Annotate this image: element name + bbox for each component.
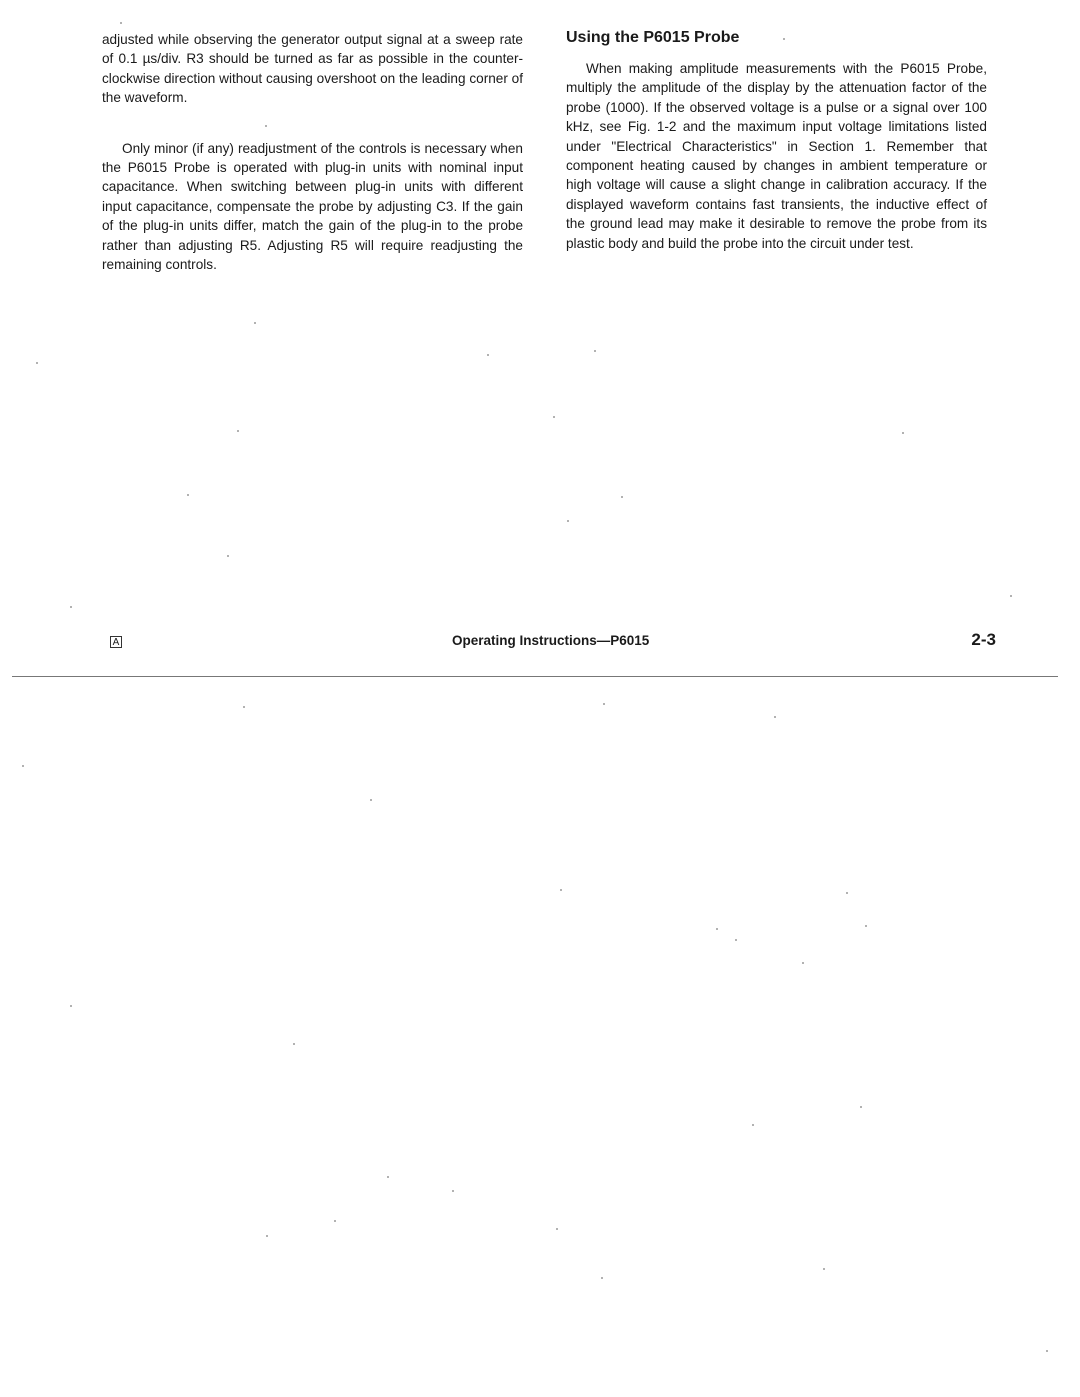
scan-speck bbox=[36, 362, 38, 364]
page-footer bbox=[100, 628, 996, 652]
scan-speck bbox=[237, 430, 239, 432]
scan-speck bbox=[902, 432, 904, 434]
scan-speck bbox=[387, 1176, 389, 1178]
scan-speck bbox=[752, 1124, 754, 1126]
scan-speck bbox=[370, 799, 372, 801]
scan-speck bbox=[865, 925, 867, 927]
scan-speck bbox=[567, 520, 569, 522]
scan-speck bbox=[265, 125, 267, 127]
scan-speck bbox=[227, 555, 229, 557]
scan-speck bbox=[243, 706, 245, 708]
scan-speck bbox=[621, 496, 623, 498]
right-column bbox=[566, 28, 987, 253]
scan-speck bbox=[187, 494, 189, 496]
scan-speck bbox=[716, 928, 718, 930]
scan-speck bbox=[774, 716, 776, 718]
scan-speck bbox=[553, 416, 555, 418]
left-paragraph-2: Only minor (if any) readjustment of the controls is necessary when the P6015 Probe is operated with plug-in units with nominal input capacitance. When switching between plug-in units with different input capacitance, compensate the probe by adjusting C3. If the gain of the plug-in units differ, match the gain of the plug-in to the probe rather than adjusting R5. Adjusting R5 will require readjusting the remaining controls. bbox=[102, 140, 523, 273]
scan-speck bbox=[293, 1043, 295, 1045]
page-number: 2-3 bbox=[971, 630, 996, 649]
scan-speck bbox=[556, 1228, 558, 1230]
section-heading: Using the P6015 Probe bbox=[566, 29, 740, 46]
right-paragraph-1: When making amplitude measurements with the P6015 Probe, multiply the amplitude of the display by the attenuation factor of the probe (1000). If the observed voltage is a pulse or a signal over 100 kHz, see Fig. 1-2 and the maximum input voltage limitations listed under "Electrical Characteristics" in Section 1. Remember that component heating caused by changes in ambient temperature or high voltage will cause a slight change in calibration accuracy. If the displayed waveform contains fast transients, the inductive effect of the ground lead may make it desirable to remove the probe from its plastic body and build the probe into the circuit under test. bbox=[566, 61, 987, 251]
scan-speck bbox=[254, 322, 256, 324]
scan-speck bbox=[334, 1220, 336, 1222]
footer-title: Operating Instructions—P6015 bbox=[452, 633, 650, 648]
scan-speck bbox=[70, 606, 72, 608]
scan-speck bbox=[120, 22, 122, 24]
scan-speck bbox=[846, 892, 848, 894]
scan-speck bbox=[1010, 595, 1012, 597]
scan-speck bbox=[735, 939, 737, 941]
scan-speck bbox=[266, 1235, 268, 1237]
scan-speck bbox=[452, 1190, 454, 1192]
scan-speck bbox=[594, 350, 596, 352]
scan-speck bbox=[802, 962, 804, 964]
footer-rule bbox=[12, 676, 1058, 677]
left-paragraph-1: adjusted while observing the generator output signal at a sweep rate of 0.1 µs/div. R3 should be turned as far as possible in the counter-clockwise direction without causing overshoot on the leading corner of the waveform. bbox=[102, 32, 523, 106]
scan-speck bbox=[1046, 1350, 1048, 1352]
scan-speck bbox=[783, 38, 785, 40]
left-column bbox=[102, 30, 523, 274]
scan-speck bbox=[22, 765, 24, 767]
scan-speck bbox=[560, 889, 562, 891]
scan-speck bbox=[70, 1005, 72, 1007]
scan-speck bbox=[603, 703, 605, 705]
scan-speck bbox=[487, 354, 489, 356]
revision-mark: A bbox=[110, 636, 122, 648]
scan-speck bbox=[823, 1268, 825, 1270]
scan-speck bbox=[860, 1106, 862, 1108]
scan-speck bbox=[601, 1277, 603, 1279]
